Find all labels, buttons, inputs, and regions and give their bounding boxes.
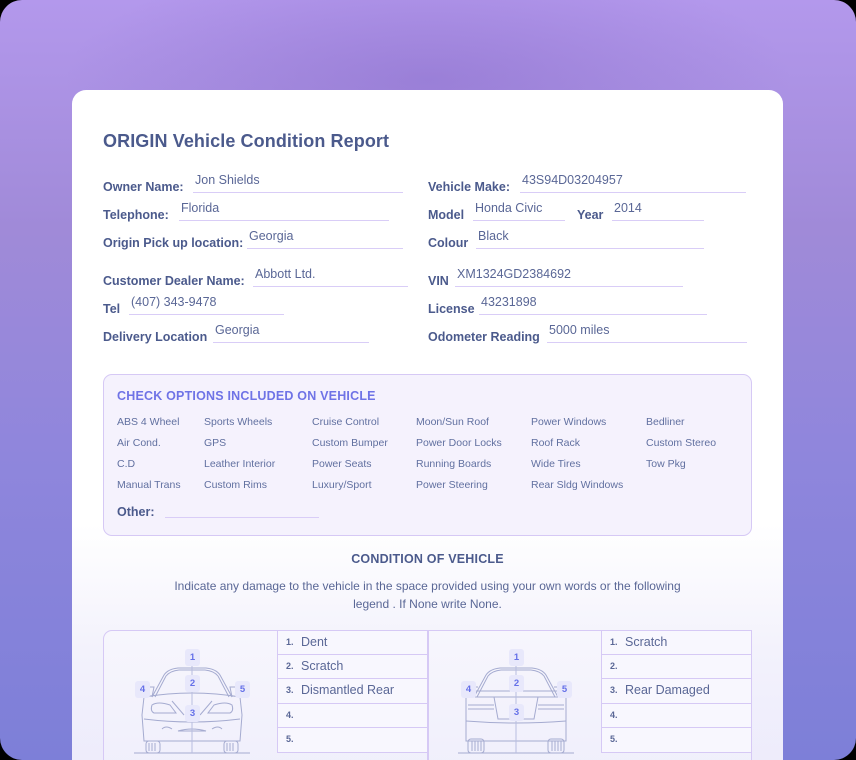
- option-manual-trans[interactable]: Manual Trans: [117, 479, 181, 491]
- option-luxury-sport[interactable]: Luxury/Sport: [312, 479, 372, 491]
- other-label: Other:: [117, 505, 155, 519]
- front-car-diagram: [122, 645, 262, 755]
- row-number: 3.: [610, 685, 618, 695]
- row-number: 4.: [286, 709, 294, 720]
- vehicle-make-label: Vehicle Make:: [428, 180, 510, 194]
- rear-marker-2[interactable]: 2: [509, 675, 524, 692]
- vehicle-make-input[interactable]: 43S94D03204957: [520, 173, 746, 193]
- rear-marker-1[interactable]: 1: [509, 649, 524, 666]
- model-field: [428, 198, 578, 222]
- pickup-location-label: Origin Pick up location:: [103, 236, 244, 250]
- odometer-label: Odometer Reading: [428, 330, 540, 344]
- odometer-input[interactable]: 5000 miles: [547, 323, 747, 343]
- other-input[interactable]: [165, 517, 319, 518]
- license-input[interactable]: 43231898: [479, 295, 707, 315]
- owner-name-field: [103, 170, 403, 194]
- rear-damage-list: [601, 630, 752, 753]
- pickup-location-input[interactable]: Georgia: [247, 229, 403, 249]
- rear-marker-4[interactable]: 4: [461, 681, 476, 698]
- vin-field: [428, 264, 698, 288]
- owner-name-label: Owner Name:: [103, 180, 184, 194]
- front-marker-5[interactable]: 5: [235, 681, 250, 698]
- license-field: [428, 292, 718, 316]
- telephone-field: [103, 198, 393, 222]
- telephone-input[interactable]: Florida: [179, 201, 389, 221]
- dealer-tel-label: Tel: [103, 302, 121, 316]
- front-damage-row-3[interactable]: [277, 679, 428, 704]
- row-number: 3.: [286, 685, 294, 695]
- option-sports-wheels[interactable]: Sports Wheels: [204, 416, 273, 428]
- rear-damage-row-1[interactable]: [601, 630, 752, 655]
- model-input[interactable]: Honda Civic: [473, 201, 565, 221]
- year-field: [577, 198, 707, 222]
- option-power-windows[interactable]: Power Windows: [531, 416, 607, 428]
- condition-title: CONDITION OF VEHICLE: [351, 552, 504, 566]
- colour-label: Colour: [428, 236, 469, 250]
- option-custom-rims[interactable]: Custom Rims: [204, 479, 268, 491]
- dealer-name-field: [103, 264, 413, 288]
- license-label: License: [428, 302, 475, 316]
- rear-car-diagram: [446, 645, 586, 755]
- model-label: Model: [428, 208, 465, 222]
- option-tow-pkg[interactable]: Tow Pkg: [646, 458, 686, 470]
- report-card: [72, 90, 783, 760]
- dealer-name-label: Customer Dealer Name:: [103, 274, 245, 288]
- damage-text: Scratch: [301, 658, 344, 673]
- rear-damage-row-2[interactable]: [601, 655, 752, 680]
- option-custom-stereo[interactable]: Custom Stereo: [646, 437, 717, 449]
- damage-text: Dent: [301, 635, 328, 649]
- options-title: CHECK OPTIONS INCLUDED ON VEHICLE: [117, 389, 376, 403]
- dealer-tel-input[interactable]: (407) 343-9478: [129, 295, 284, 315]
- rear-damage-row-4[interactable]: [601, 704, 752, 729]
- option-custom-bumper[interactable]: Custom Bumper: [312, 437, 388, 449]
- rear-damage-row-5[interactable]: [601, 728, 752, 753]
- front-damage-row-2[interactable]: [277, 655, 428, 680]
- option-leather-interior[interactable]: Leather Interior: [204, 458, 276, 470]
- option-power-steering[interactable]: Power Steering: [416, 479, 488, 491]
- row-number: 4.: [610, 709, 618, 720]
- page-title: ORIGIN Vehicle Condition Report: [103, 131, 390, 151]
- row-number: 2.: [610, 660, 618, 671]
- dealer-tel-field: [103, 292, 363, 316]
- colour-field: [428, 226, 718, 250]
- damage-text: Dismantled Rear: [301, 683, 395, 697]
- pickup-location-field: [103, 226, 403, 250]
- odometer-field: [428, 320, 748, 344]
- row-number: 2.: [286, 660, 294, 671]
- year-label: Year: [577, 208, 604, 222]
- delivery-location-field: [103, 320, 373, 344]
- rear-damage-row-3[interactable]: [601, 679, 752, 704]
- front-damage-row-5[interactable]: [277, 728, 428, 753]
- row-number: 1.: [610, 637, 618, 647]
- dealer-name-input[interactable]: Abbott Ltd.: [253, 267, 408, 287]
- option-moon-sun-roof[interactable]: Moon/Sun Roof: [416, 416, 489, 428]
- rear-marker-5[interactable]: 5: [557, 681, 572, 698]
- vehicle-make-field: [428, 170, 748, 194]
- damage-text: Scratch: [625, 635, 668, 649]
- option-power-door-locks[interactable]: Power Door Locks: [416, 437, 502, 449]
- option-air-cond[interactable]: Air Cond.: [117, 437, 161, 449]
- option-abs-4-wheel[interactable]: ABS 4 Wheel: [117, 416, 180, 428]
- damage-panel: [103, 630, 752, 760]
- option-gps[interactable]: GPS: [204, 437, 227, 449]
- option-rear-sldg-windows[interactable]: Rear Sldg Windows: [531, 479, 624, 491]
- option-running-boards[interactable]: Running Boards: [416, 458, 492, 470]
- front-marker-3[interactable]: 3: [185, 705, 200, 722]
- owner-name-input[interactable]: Jon Shields: [193, 173, 403, 193]
- telephone-label: Telephone:: [103, 208, 169, 222]
- front-marker-2[interactable]: 2: [185, 675, 200, 692]
- vehicle-options-panel: [103, 374, 752, 536]
- option-power-seats[interactable]: Power Seats: [312, 458, 372, 470]
- delivery-location-input[interactable]: Georgia: [213, 323, 369, 343]
- option-cd[interactable]: C.D: [117, 458, 136, 470]
- row-number: 1.: [286, 637, 294, 647]
- option-bedliner[interactable]: Bedliner: [646, 416, 685, 428]
- option-cruise-control[interactable]: Cruise Control: [312, 416, 380, 428]
- colour-input[interactable]: Black: [476, 229, 704, 249]
- vin-label: VIN: [428, 274, 449, 288]
- option-roof-rack[interactable]: Roof Rack: [531, 437, 581, 449]
- front-marker-4[interactable]: 4: [135, 681, 150, 698]
- condition-description: Indicate any damage to the vehicle in the space provided using your own words or the following legend . If None write None.: [174, 579, 681, 611]
- delivery-location-label: Delivery Location: [103, 330, 208, 344]
- rear-marker-3[interactable]: 3: [509, 704, 524, 721]
- damage-text: Rear Damaged: [625, 683, 710, 697]
- row-number: 5.: [286, 734, 294, 744]
- row-number: 5.: [610, 734, 618, 744]
- front-damage-row-1[interactable]: [277, 630, 428, 655]
- option-wide-tires[interactable]: Wide Tires: [531, 458, 581, 470]
- vin-input[interactable]: XM1324GD2384692: [455, 267, 683, 287]
- front-marker-1[interactable]: 1: [185, 649, 200, 666]
- year-input[interactable]: 2014: [612, 201, 704, 221]
- front-damage-list: [277, 630, 428, 753]
- front-damage-row-4[interactable]: [277, 704, 428, 729]
